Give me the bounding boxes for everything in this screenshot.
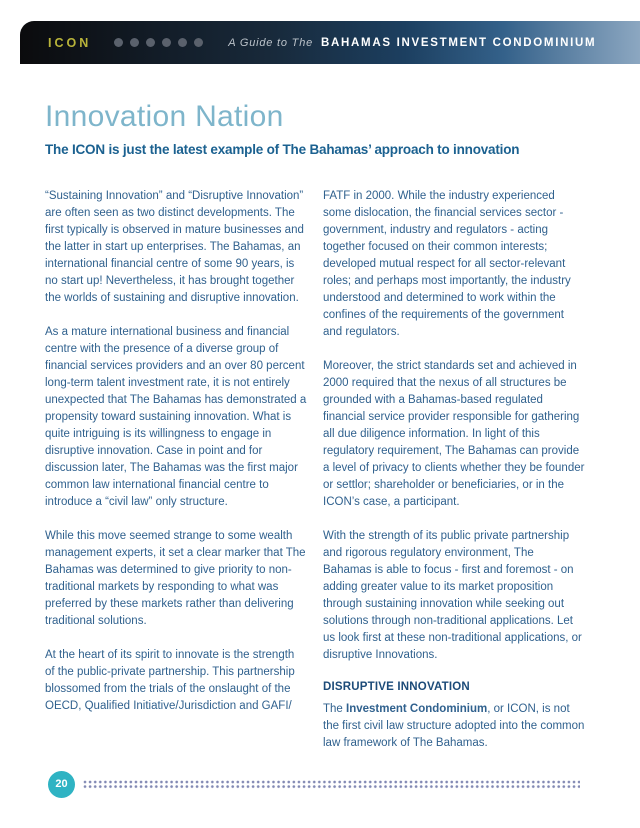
body-paragraph: Moreover, the strict standards set and achieved in 2000 required that the nexus of all structures be grounded with a Bahamas-based regulated financial service provider responsible for gathering all due diligence information. In light of this regulatory requirement, The Bahamas can provide a level of privacy to clients whether they be founder or settlor; shareholder or beneficiaries, or in the ICON’s case, a participant. xyxy=(323,360,585,508)
two-column-body xyxy=(45,188,598,769)
body-paragraph xyxy=(323,701,585,752)
body-paragraph: “Sustaining Innovation” and “Disruptive Innovation” are often seen as two distinct developments. The first typically is observed in mature businesses and the latter in start up enterprises. The Bahamas, an international financial centre of some 90 years, is no start up! Nevertheless, it has brought together the worlds of sustaining and disruptive innovation. xyxy=(45,190,304,304)
page-content xyxy=(45,0,598,769)
page-subtitle: The ICON is just the latest example of The Bahamas’ approach to innovation xyxy=(45,142,520,157)
body-paragraph: FATF in 2000. While the industry experienced some dislocation, the financial services sector - government, industry and regulators - acting together focused on their common interests; developed mutual respect for all sector-relevant roles; and perhaps most importantly, the industry understood and determined to work within the confines of the requirements of the government and regulators. xyxy=(323,190,571,338)
closing-paragraph-suffix: , or ICON, is not the first civil law structure adopted into the common law framework of The Bahamas. xyxy=(323,703,585,749)
body-paragraph: As a mature international business and financial centre with the presence of a diverse group of financial services providers and an over 80 percent long-term talent investment rate, it is not entirely unexpected that The Bahamas has demonstrated a propensity toward sustaining innovation. What is quite intriguing is its willingness to engage in disruptive innovation. Case in point and for discussion later, The Bahamas was the first major common law international financial centre to introduce a “civil law” only structure. xyxy=(45,326,307,508)
left-column xyxy=(45,188,307,769)
page-title: Innovation Nation xyxy=(45,100,284,133)
body-paragraph: While this move seemed strange to some wealth management experts, it set a clear marker that The Bahamas was determined to give priority to non-traditional markets by responding to what was preferred by these markets rather than delivering traditional solutions. xyxy=(45,530,306,627)
closing-paragraph-prefix: The xyxy=(323,703,347,715)
section-heading-disruptive-innovation: DISRUPTIVE INNOVATION xyxy=(323,681,470,693)
body-paragraph: With the strength of its public private partnership and rigorous regulatory environment, The Bahamas is able to focus - first and foremost - on adding greater value to its market proposition through sustaining innovation while seeking out solutions through non-traditional applications. Let us look first at these non-traditional applications, or disruptive Innovations. xyxy=(323,530,582,661)
right-column xyxy=(323,188,585,769)
body-paragraph: At the heart of its spirit to innovate is the strength of the public-private partnership. This partnership blossomed from the trials of the onslaught of the OECD, Qualified Initiative/Jurisdiction and GAFI/ xyxy=(45,649,295,712)
footer-dotted-line xyxy=(83,780,580,789)
guide-prefix: A Guide to The xyxy=(228,36,314,49)
brand-logo-text: ICON xyxy=(48,35,92,50)
page-number-badge: 20 xyxy=(48,771,75,798)
closing-paragraph-bold-term: Investment Condominium xyxy=(346,703,488,715)
guide-title: BAHAMAS INVESTMENT CONDOMINIUM xyxy=(321,36,597,49)
page-footer xyxy=(48,770,580,798)
